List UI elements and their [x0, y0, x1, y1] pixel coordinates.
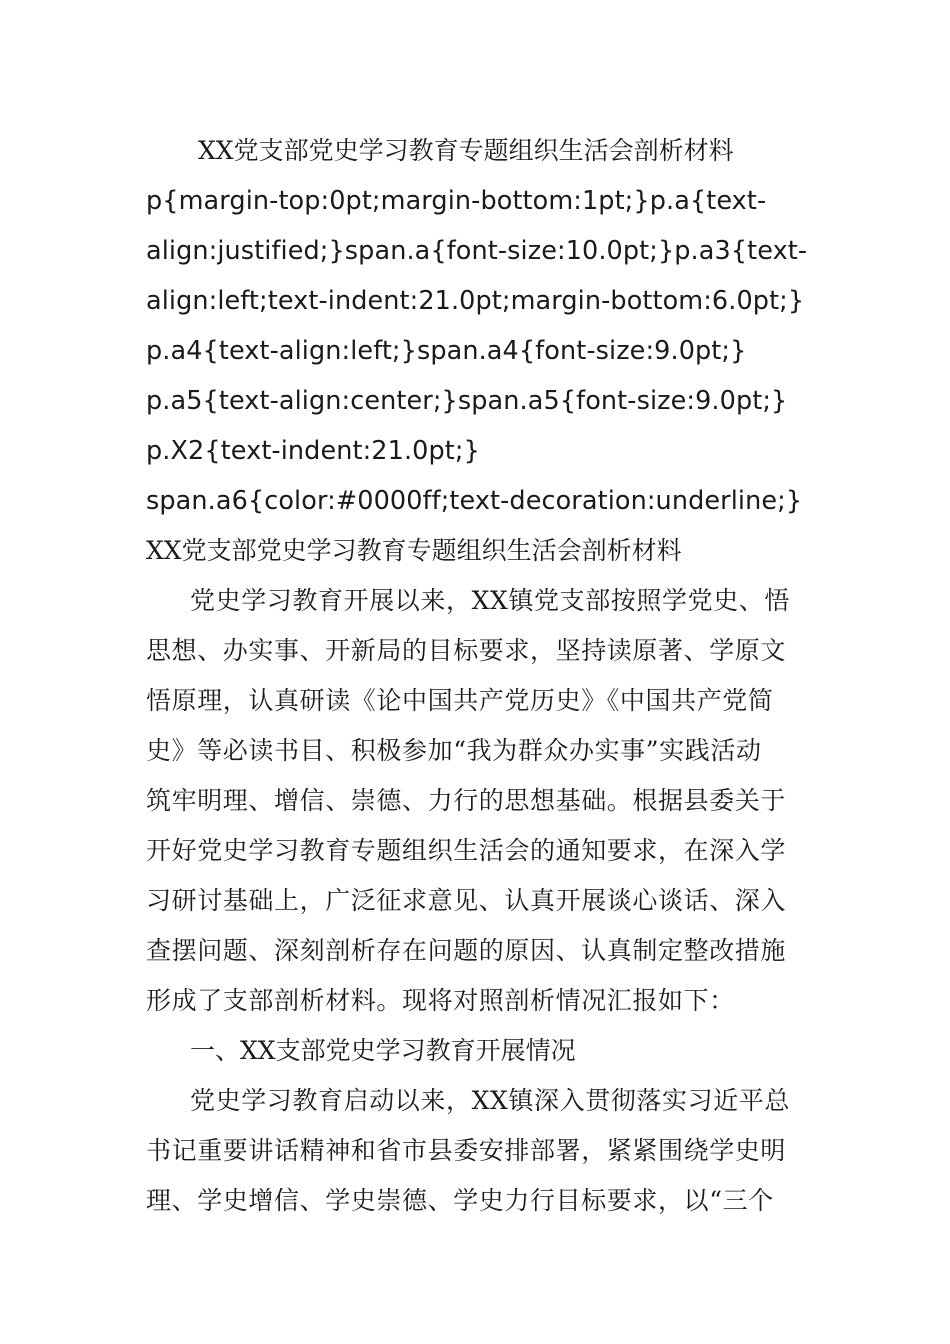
css-text-line: span.a6{color:#0000ff;text-decoration:underline;}	[146, 486, 803, 516]
css-text-line: align:left;text-indent:21.0pt;margin-bottom:6.0pt;}	[146, 286, 805, 316]
paragraph-line: 思想、办实事、开新局的目标要求，坚持读原著、学原文	[146, 636, 787, 665]
paragraph-line: 形成了支部剖析材料。现将对照剖析情况汇报如下：	[146, 986, 735, 1015]
paragraph-line: 筑牢明理、增信、崇德、力行的思想基础。根据县委关于	[146, 786, 787, 815]
css-text-line: p.a5{text-align:center;}span.a5{font-size:9.0pt;}	[146, 386, 788, 416]
paragraph-line: 悟原理，认真研读《论中国共产党历史》《中国共产党简	[146, 686, 774, 715]
document-subtitle: XX党支部党史学习教育专题组织生活会剖析材料	[146, 536, 682, 565]
paragraph-line: 党史学习教育开展以来，XX镇党支部按照学党史、悟	[190, 586, 790, 615]
paragraph-line: 书记重要讲话精神和省市县委安排部署，紧紧围绕学史明	[146, 1136, 787, 1165]
css-text-line: p.X2{text-indent:21.0pt;}	[146, 436, 480, 466]
css-text-line: p.a4{text-align:left;}span.a4{font-size:9.0pt;}	[146, 336, 747, 366]
css-text-line: align:justified;}span.a{font-size:10.0pt;}p.a3{text-	[146, 236, 808, 266]
paragraph-line: 查摆问题、深刻剖析存在问题的原因、认真制定整改措施	[146, 936, 787, 965]
paragraph-line: 史》等必读书目、积极参加“我为群众办实事”实践活动	[146, 736, 762, 765]
paragraph-line: 开好党史学习教育专题组织生活会的通知要求，在深入学	[146, 836, 787, 865]
css-text-line: p{margin-top:0pt;margin-bottom:1pt;}p.a{text-	[146, 186, 767, 216]
paragraph-line: 习研讨基础上，广泛征求意见、认真开展谈心谈话、深入	[146, 886, 787, 915]
section-heading: 一、XX支部党史学习教育开展情况	[190, 1036, 576, 1065]
paragraph-line: 理、学史增信、学史崇德、学史力行目标要求，以“三个	[146, 1186, 774, 1215]
paragraph-line: 党史学习教育启动以来，XX镇深入贯彻落实习近平总	[190, 1086, 790, 1115]
document-page	[146, 126, 806, 1226]
document-title: XX党支部党史学习教育专题组织生活会剖析材料	[198, 136, 734, 165]
